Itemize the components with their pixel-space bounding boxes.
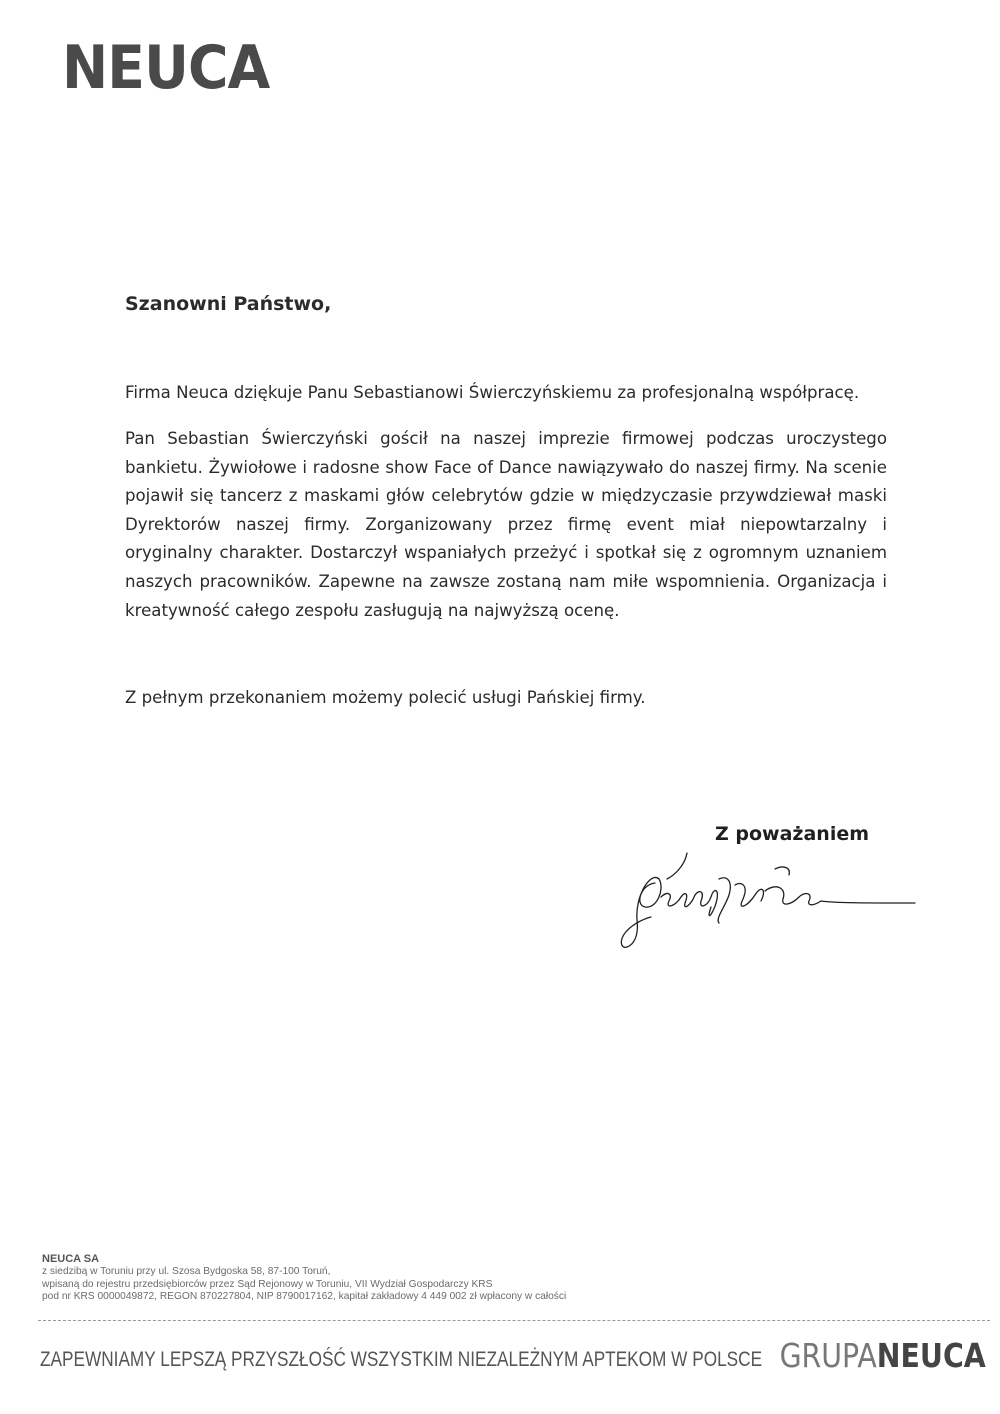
group-logo-prefix: GRUPA xyxy=(779,1336,878,1375)
handwritten-signature xyxy=(615,845,925,955)
company-footer-details xyxy=(42,1253,566,1304)
footer-registration: wpisaną do rejestru przedsiębiorców przez Sąd Rejonowy w Toruniu, VII Wydział Gospodarczy KRS xyxy=(42,1278,493,1290)
letter-paragraph-2: Pan Sebastian Świerczyński gościł na naszej imprezie firmowej podczas uroczystego bankietu. Żywiołowe i radosne show Face of Dance nawiązywało do naszej firmy. Na scenie pojawił się tancerz z maskami głów celebrytów gdzie w międzyczasie przywdziewał maski Dyrektorów naszej firmy. Zorganizowany przez firmę event miał niepowtarzalny i oryginalny charakter. Dostarczył wspaniałych przeżyć i spotkał się z ogromnym uznaniem naszych pracowników. Zapewne na zawsze zostaną nam miłe wspomnienia. Organizacja i kreatywność całego zespołu zasługują na najwyższą ocenę. xyxy=(125,429,887,620)
footer-company-name: NEUCA SA xyxy=(42,1253,100,1265)
footer-slogan: ZAPEWNIAMY LEPSZĄ PRZYSZŁOŚĆ WSZYSTKIM NIEZALEŻNYM APTEKOM W POLSCE xyxy=(40,1348,763,1371)
footer-krs-details: pod nr KRS 0000049872, REGON 870227804, NIP 8790017162, kapitał zakładowy 4 449 002 zł wpłacony w całości xyxy=(42,1291,567,1303)
letter-paragraph-1: Firma Neuca dziękuje Panu Sebastianowi Świerczyńskiemu za profesjonalną współpracę. xyxy=(125,383,860,402)
letter-paragraph-3: Z pełnym przekonaniem możemy polecić usługi Pańskiej firmy. xyxy=(125,688,646,707)
footer-divider xyxy=(38,1320,990,1321)
footer-address: z siedzibą w Toruniu przy ul. Szosa Bydgoska 58, 87-100 Toruń, xyxy=(42,1265,331,1277)
group-logo-name: NEUCA xyxy=(877,1336,986,1375)
letter-greeting: Szanowni Państwo, xyxy=(125,293,332,315)
grupa-neuca-logo xyxy=(780,1336,986,1375)
neuca-logo: NEUCA xyxy=(62,33,270,103)
letter-closing: Z poważaniem xyxy=(715,823,870,845)
